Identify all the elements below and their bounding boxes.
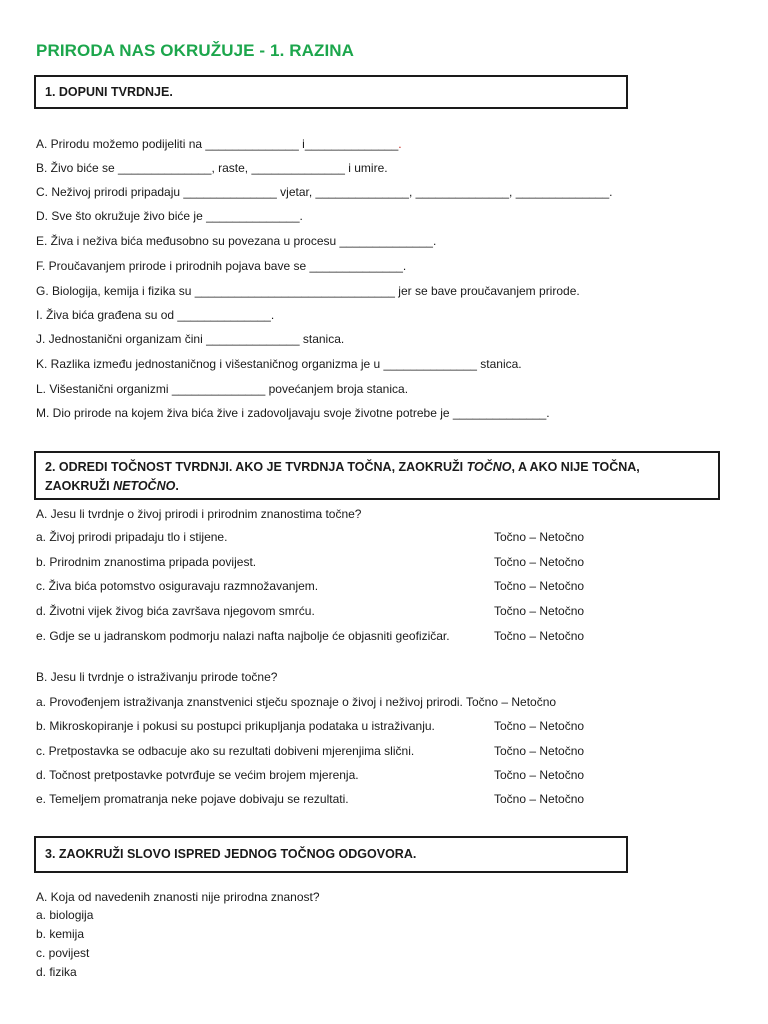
statement-2a-b: b. Prirodnim znanostima pripada povijest. xyxy=(36,555,257,569)
fill-item-g: G. Biologija, kemija i fizika su ______________________________ jer se bave proučavanjem prirode. xyxy=(36,284,580,298)
answer-option-2b-b[interactable]: Točno – Netočno xyxy=(494,719,585,733)
fill-item-e: E. Živa i neživa bića međusobno su povezana u procesu ______________. xyxy=(36,234,437,248)
answer-option-2b-c[interactable]: Točno – Netočno xyxy=(494,744,585,758)
question-2a: A. Jesu li tvrdnje o živoj prirodi i prirodnim znanostima točne? xyxy=(36,507,362,521)
option-3a-a[interactable]: a. biologija xyxy=(36,908,94,922)
fill-item-a xyxy=(36,136,402,152)
option-3a-b[interactable]: b. kemija xyxy=(36,927,85,941)
section-3-heading-box xyxy=(34,836,628,873)
fill-item-a-dot: . xyxy=(398,137,402,151)
page-title: PRIRODA NAS OKRUŽUJE - 1. RAZINA xyxy=(36,41,355,60)
answer-option-2b-e[interactable]: Točno – Netočno xyxy=(494,792,585,806)
fill-item-c: C. Neživoj prirodi pripadaju ______________ vjetar, ______________, ______________, ______________. xyxy=(36,185,613,199)
fill-item-j: J. Jednostanični organizam čini ______________ stanica. xyxy=(36,332,345,346)
fill-item-d: D. Sve što okružuje živo biće je ______________. xyxy=(36,209,303,223)
answer-option-2a-c[interactable]: Točno – Netočno xyxy=(494,579,585,593)
section-2-heading-italic-2: NETOČNO xyxy=(113,479,176,493)
answer-option-2b-d[interactable]: Točno – Netočno xyxy=(494,768,585,782)
statement-2b-a: a. Provođenjem istraživanja znanstvenici stječu spoznaje o živoj i neživoj prirodi. Točno – Netočno xyxy=(36,695,557,709)
fill-item-f: F. Proučavanjem prirode i prirodnih pojava bave se ______________. xyxy=(36,259,407,273)
fill-item-m: M. Dio prirode na kojem živa bića žive i zadovoljavaju svoje životne potrebe je ______________. xyxy=(36,406,550,420)
section-2-heading-text-3: ZAOKRUŽI xyxy=(45,479,114,493)
statement-2a-e: e. Gdje se u jadranskom podmorju nalazi nafta najbolje će objasniti geofizičar. xyxy=(36,629,450,643)
statement-2a-d: d. Životni vijek živog bića završava njegovom smrću. xyxy=(36,604,315,618)
statement-2b-d: d. Točnost pretpostavke potvrđuje se većim brojem mjerenja. xyxy=(36,768,359,782)
option-3a-d[interactable]: d. fizika xyxy=(36,965,77,979)
section-3-heading: 3. ZAOKRUŽI SLOVO ISPRED JEDNOG TOČNOG ODGOVORA. xyxy=(45,847,417,861)
section-1-heading-box xyxy=(34,75,628,109)
section-2-heading-box xyxy=(34,451,720,500)
section-2-heading-italic-1: TOČNO xyxy=(466,460,512,474)
question-2b: B. Jesu li tvrdnje o istraživanju prirode točne? xyxy=(36,670,278,684)
section-2-heading-line-1 xyxy=(45,458,718,477)
answer-option-2a-a[interactable]: Točno – Netočno xyxy=(494,530,585,544)
section-1-heading: 1. DOPUNI TVRDNJE. xyxy=(45,85,173,99)
fill-item-k: K. Razlika između jednostaničnog i višestaničnog organizma je u ______________ stanica. xyxy=(36,357,522,371)
statement-2b-c: c. Pretpostavka se odbacuje ako su rezultati dobiveni mjerenjima slični. xyxy=(36,744,415,758)
fill-item-i: I. Živa bića građena su od ______________. xyxy=(36,308,275,322)
statement-2b-b: b. Mikroskopiranje i pokusi su postupci prikupljanja podataka u istraživanju. xyxy=(36,719,435,733)
statement-2a-c: c. Živa bića potomstvo osiguravaju razmnožavanjem. xyxy=(36,579,319,593)
question-3a: A. Koja od navedenih znanosti nije prirodna znanost? xyxy=(36,890,320,904)
statement-2b-e: e. Temeljem promatranja neke pojave dobivaju se rezultati. xyxy=(36,792,349,806)
section-2-heading-text-1: 2. ODREDI TOČNOST TVRDNJI. AKO JE TVRDNJA TOČNA, ZAOKRUŽI xyxy=(45,460,467,474)
fill-item-l: L. Višestanični organizmi ______________ povećanjem broja stanica. xyxy=(36,382,409,396)
section-2-heading-text-4: . xyxy=(175,479,179,493)
option-3a-c[interactable]: c. povijest xyxy=(36,946,90,960)
answer-option-2a-e[interactable]: Točno – Netočno xyxy=(494,629,585,643)
statement-2a-a: a. Živoj prirodi pripadaju tlo i stijene. xyxy=(36,530,228,544)
answer-option-2a-d[interactable]: Točno – Netočno xyxy=(494,604,585,618)
fill-item-a-text: A. Prirodu možemo podijeliti na ______________ i______________ xyxy=(36,137,399,151)
fill-item-b: B. Živo biće se ______________, raste, ______________ i umire. xyxy=(36,161,388,175)
section-2-heading-line-2 xyxy=(45,477,718,496)
answer-option-2a-b[interactable]: Točno – Netočno xyxy=(494,555,585,569)
section-2-heading-text-2: , A AKO NIJE TOČNA, xyxy=(511,460,640,474)
